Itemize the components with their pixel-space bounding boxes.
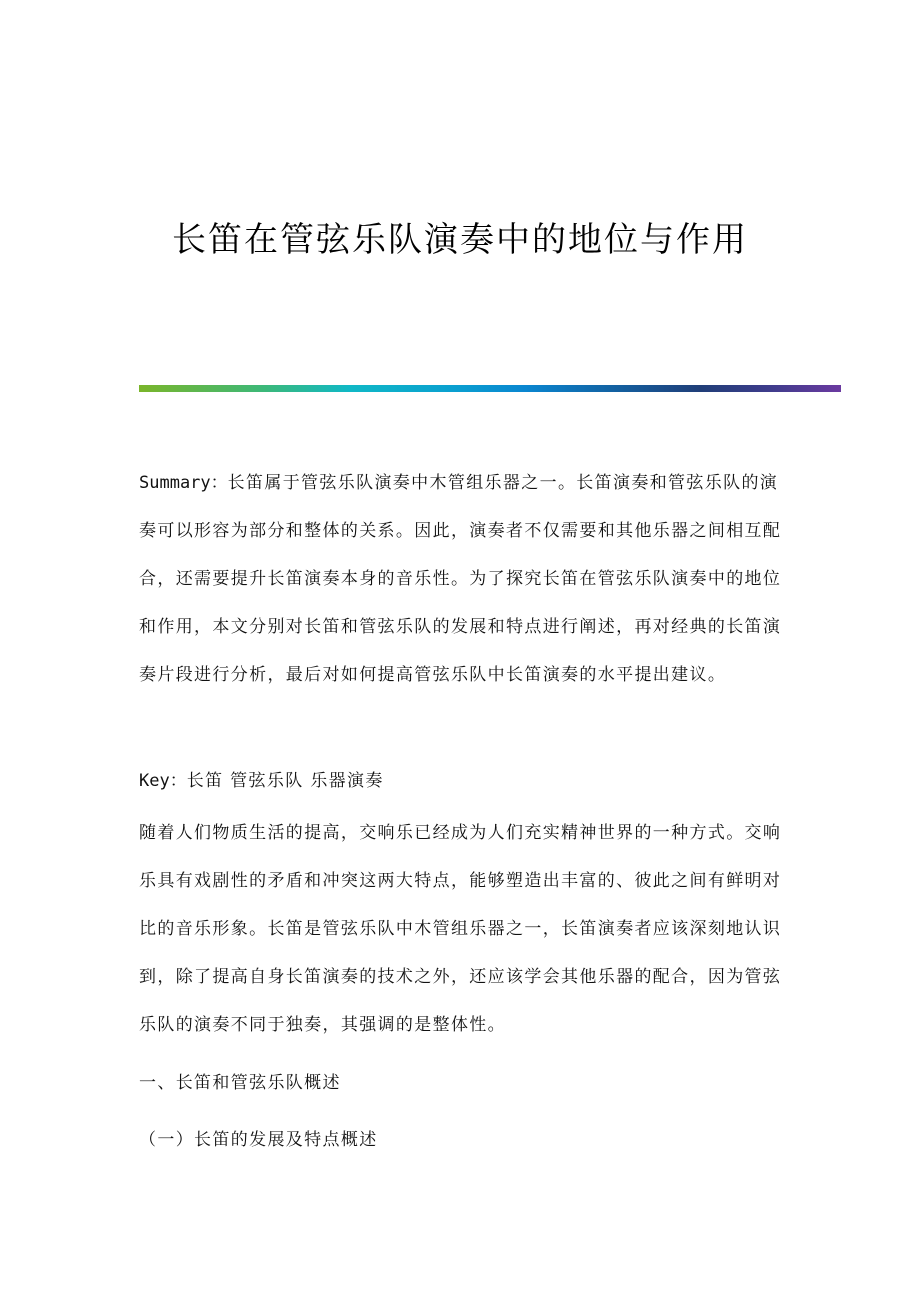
- keywords-text: 长笛 管弦乐队 乐器演奏: [186, 771, 384, 791]
- summary-paragraph: [139, 459, 789, 699]
- summary-section: [139, 459, 789, 699]
- gradient-divider: [139, 385, 841, 392]
- subsection-heading: （一）长笛的发展及特点概述: [139, 1130, 378, 1150]
- keywords-line: [139, 757, 789, 805]
- intro-section: [139, 809, 789, 1049]
- keywords-label: Key：: [139, 771, 187, 791]
- section-heading: 一、长笛和管弦乐队概述: [139, 1073, 341, 1093]
- summary-label: Summary：: [139, 473, 228, 493]
- intro-paragraph: 随着人们物质生活的提高，交响乐已经成为人们充实精神世界的一种方式。交响乐具有戏剧性的矛盾和冲突这两大特点，能够塑造出丰富的、彼此之间有鲜明对比的音乐形象。长笛是管弦乐队中木管组乐器之一，长笛演奏者应该深刻地认识到，除了提高自身长笛演奏的技术之外，还应该学会其他乐器的配合，因为管弦乐队的演奏不同于独奏，其强调的是整体性。: [139, 823, 782, 1035]
- summary-text: 长笛属于管弦乐队演奏中木管组乐器之一。长笛演奏和管弦乐队的演奏可以形容为部分和整体的关系。因此，演奏者不仅需要和其他乐器之间相互配合，还需要提升长笛演奏本身的音乐性。为了探究长笛在管弦乐队演奏中的地位和作用，本文分别对长笛和管弦乐队的发展和特点进行阐述，再对经典的长笛演奏片段进行分析，最后对如何提高管弦乐队中长笛演奏的水平提出建议。: [139, 473, 782, 685]
- document-title: 长笛在管弦乐队演奏中的地位与作用: [172, 220, 748, 260]
